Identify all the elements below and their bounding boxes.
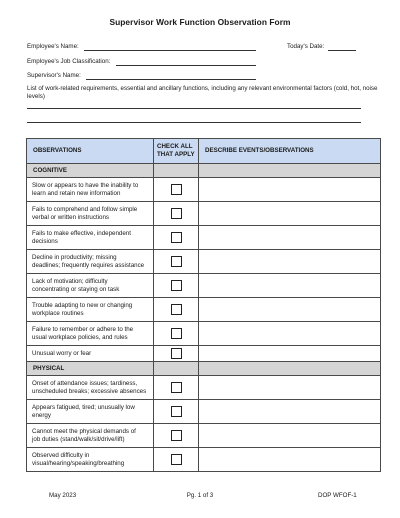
- observation-text-line: unscheduled breaks; excessive absences: [32, 387, 147, 395]
- observation-label: [27, 226, 154, 250]
- table-row: [27, 226, 381, 250]
- job-classification-label: Employee's Job Classification:: [27, 58, 111, 65]
- observation-text-line: Lack of motivation; difficulty: [32, 277, 108, 285]
- observation-checkbox[interactable]: [171, 304, 182, 315]
- observation-text-line: learn and retain new information: [32, 189, 121, 197]
- employee-name-label: Employee's Name:: [27, 43, 79, 50]
- check-cell: [154, 274, 199, 298]
- job-classification-field[interactable]: [116, 65, 256, 66]
- footer-date: May 2023: [49, 492, 77, 499]
- observation-text-line: job duties (stand/walk/sit/drive/lift): [32, 435, 125, 443]
- section-describe-cell: [199, 164, 381, 178]
- observation-text-line: concentrating or staying on task: [32, 285, 120, 293]
- observation-checkbox[interactable]: [171, 256, 182, 267]
- describe-events-cell[interactable]: [199, 376, 381, 400]
- table-row: [27, 448, 381, 472]
- observation-text-line: Onset of attendance issues; tardiness,: [32, 379, 138, 387]
- section-check-cell: [154, 362, 199, 376]
- describe-events-cell[interactable]: [199, 274, 381, 298]
- observation-text-line: workplace routines: [32, 309, 84, 317]
- observation-text-line: deadlines; frequently requires assistance: [32, 261, 145, 269]
- observation-label: [27, 274, 154, 298]
- observation-text-line: Trouble adapting to new or changing: [32, 301, 133, 309]
- supervisor-name-label: Supervisor's Name:: [27, 72, 81, 79]
- footer-code: DOP WFOF-1: [318, 492, 357, 499]
- observation-text-line: energy: [32, 411, 51, 419]
- observation-checkbox[interactable]: [171, 454, 182, 465]
- observation-checkbox[interactable]: [171, 348, 182, 359]
- describe-events-cell[interactable]: [199, 322, 381, 346]
- check-cell: [154, 376, 199, 400]
- requirements-line-1[interactable]: [27, 108, 361, 109]
- employee-name-field[interactable]: [84, 50, 256, 51]
- section-title: PHYSICAL: [27, 362, 154, 376]
- observation-text-line: Unusual worry or fear: [32, 349, 92, 357]
- observation-checkbox[interactable]: [171, 406, 182, 417]
- observation-text-line: Slow or appears to have the inability to: [32, 181, 139, 189]
- describe-events-cell[interactable]: [199, 346, 381, 362]
- check-all-header-line-2: THAT APPLY: [157, 151, 195, 158]
- observation-label: [27, 376, 154, 400]
- check-cell: [154, 448, 199, 472]
- todays-date-label: Today's Date:: [287, 43, 325, 50]
- observation-text-line: Failure to remember or adhere to the: [32, 325, 134, 333]
- section-check-cell: [154, 164, 199, 178]
- check-cell: [154, 178, 199, 202]
- table-row: [27, 424, 381, 448]
- table-row: [27, 202, 381, 226]
- observation-label: [27, 322, 154, 346]
- check-cell: [154, 298, 199, 322]
- section-title: COGNITIVE: [27, 164, 154, 178]
- describe-events-cell[interactable]: [199, 298, 381, 322]
- observation-text-line: Fails to comprehend and follow simple: [32, 205, 138, 213]
- check-all-header: [154, 139, 199, 164]
- observation-checkbox[interactable]: [171, 184, 182, 195]
- observation-text-line: Fails to make effective, independent: [32, 229, 131, 237]
- describe-events-cell[interactable]: [199, 178, 381, 202]
- observation-label: [27, 178, 154, 202]
- describe-events-cell[interactable]: [199, 226, 381, 250]
- table-row: [27, 400, 381, 424]
- table-row: [27, 298, 381, 322]
- observation-text-line: verbal or written instructions: [32, 213, 110, 221]
- describe-events-cell[interactable]: [199, 400, 381, 424]
- observations-header: OBSERVATIONS: [27, 139, 154, 164]
- observation-text-line: Decline in productivity; missing: [32, 253, 117, 261]
- observation-text-line: usual workplace policies, and rules: [32, 333, 128, 341]
- observation-label: [27, 250, 154, 274]
- footer-page: Pg. 1 of 3: [186, 492, 214, 499]
- observation-label: [27, 346, 154, 362]
- observation-checkbox[interactable]: [171, 328, 182, 339]
- describe-header: DESCRIBE EVENTS/OBSERVATIONS: [199, 139, 381, 164]
- table-row: [27, 274, 381, 298]
- table-row: [27, 250, 381, 274]
- describe-events-cell[interactable]: [199, 250, 381, 274]
- table-row: [27, 346, 381, 362]
- observation-label: [27, 298, 154, 322]
- supervisor-name-field[interactable]: [86, 79, 256, 80]
- observation-text-line: Appears fatigued, tired; unusually low: [32, 403, 135, 411]
- observation-label: [27, 400, 154, 424]
- observation-checkbox[interactable]: [171, 382, 182, 393]
- observation-text-line: Cannot meet the physical demands of: [32, 427, 136, 435]
- observation-table: [26, 138, 381, 472]
- table-row: [27, 322, 381, 346]
- requirements-line-2[interactable]: [27, 122, 361, 123]
- todays-date-field[interactable]: [328, 50, 356, 51]
- form-title: Supervisor Work Function Observation Form: [109, 17, 291, 27]
- observation-label: [27, 448, 154, 472]
- observation-text-line: visual/hearing/speaking/breathing: [32, 459, 125, 467]
- check-all-header-line-1: CHECK ALL: [157, 143, 193, 150]
- check-cell: [154, 346, 199, 362]
- observation-checkbox[interactable]: [171, 208, 182, 219]
- describe-events-cell[interactable]: [199, 424, 381, 448]
- check-cell: [154, 322, 199, 346]
- observation-checkbox[interactable]: [171, 232, 182, 243]
- observation-checkbox[interactable]: [171, 430, 182, 441]
- table-row: [27, 178, 381, 202]
- section-row-physical: [27, 362, 381, 376]
- table-row: [27, 376, 381, 400]
- check-cell: [154, 226, 199, 250]
- check-cell: [154, 424, 199, 448]
- check-cell: [154, 202, 199, 226]
- instructions-text: List of work-related requirements, essential and ancillary functions, including any relevant environmental factors (cold, hot, noise levels): [27, 85, 378, 101]
- observation-text-line: Observed difficulty in: [32, 451, 90, 459]
- table-header-row: [27, 139, 381, 164]
- observation-label: [27, 202, 154, 226]
- observation-text-line: decisions: [32, 237, 58, 245]
- section-describe-cell: [199, 362, 381, 376]
- check-cell: [154, 250, 199, 274]
- describe-events-cell[interactable]: [199, 202, 381, 226]
- observation-checkbox[interactable]: [171, 280, 182, 291]
- describe-events-cell[interactable]: [199, 448, 381, 472]
- observation-label: [27, 424, 154, 448]
- check-cell: [154, 400, 199, 424]
- section-row-cognitive: [27, 164, 381, 178]
